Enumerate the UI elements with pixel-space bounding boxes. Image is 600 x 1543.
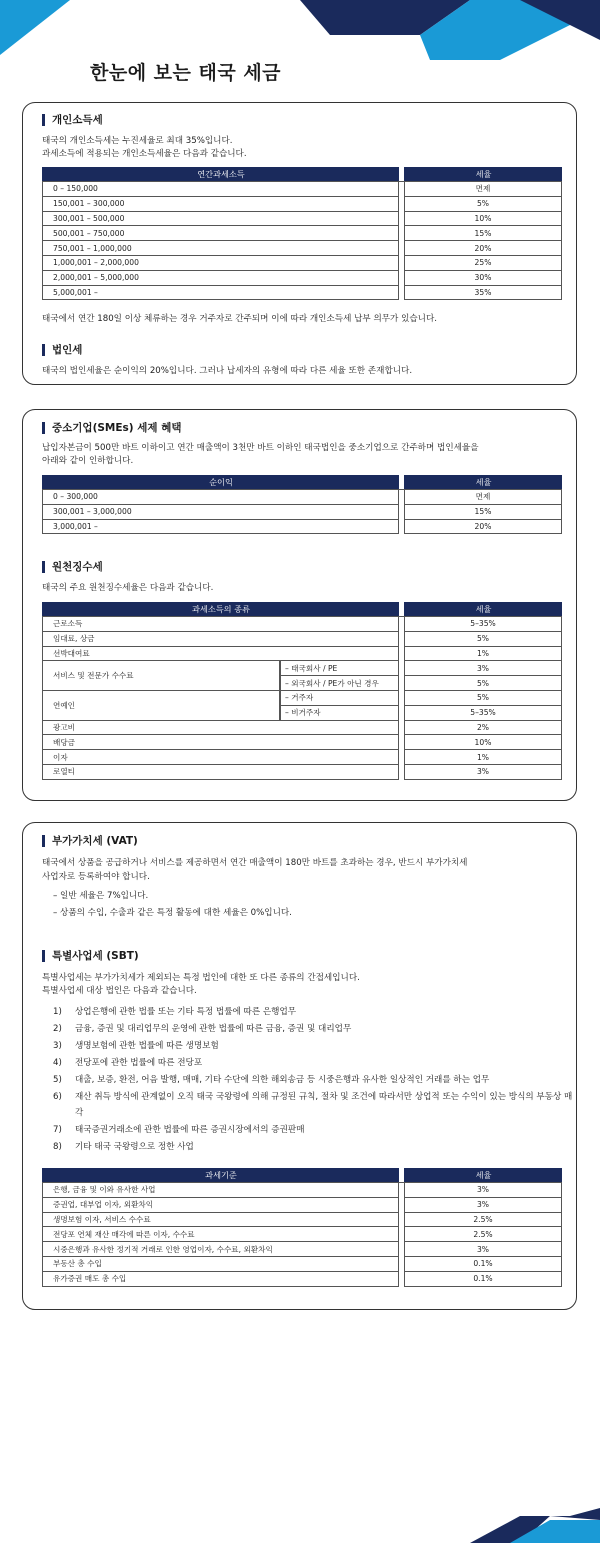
cell: 선박대여료 (42, 647, 399, 662)
table-row (42, 647, 562, 662)
page-title: 한눈에 보는 태국 세금 (90, 62, 282, 84)
cell: 1% (404, 750, 562, 765)
cell: 근로소득 (42, 616, 399, 632)
table-row (42, 735, 562, 750)
cell: 3% (404, 661, 562, 676)
cell: 3,000,001 – (42, 520, 399, 535)
sme-desc-2: 아래와 같이 인하합니다. (42, 456, 134, 466)
income-tax-desc-2: 과세소득에 적용되는 개인소득세율은 다음과 같습니다. (42, 149, 247, 159)
cell: 5% (404, 676, 562, 691)
cell: 0.1% (404, 1257, 562, 1272)
cell: 1,000,001 – 2,000,000 (42, 256, 399, 271)
vat-desc-2: 사업자로 등록하여야 합니다. (42, 872, 150, 882)
table-row (42, 1182, 562, 1198)
income-tax-table (42, 167, 562, 300)
income-tax-desc-1: 태국의 개인소득세는 누진세율로 최대 35%입니다. (42, 136, 233, 146)
cell: 이자 (42, 750, 399, 765)
sbt-item: 8) 기타 태국 국왕령으로 정한 사업 (53, 1142, 194, 1152)
cell: 5% (404, 632, 562, 647)
vat-bullet-2: – 상품의 수입, 수출과 같은 특정 활동에 대한 세율은 0%입니다. (53, 908, 292, 918)
table-row (42, 661, 562, 676)
cell: 증권업, 대부업 이자, 외환차익 (42, 1198, 399, 1213)
col-header: 연간과세소득 (42, 167, 399, 181)
withholding-table (42, 602, 562, 780)
cell: 3% (404, 1242, 562, 1257)
table-row (42, 616, 562, 632)
table-row (42, 1198, 562, 1213)
sme-withholding-box (22, 409, 577, 801)
cell: 3% (404, 765, 562, 780)
vat-heading: 부가가치세 (VAT) (42, 835, 138, 847)
cell: 10% (404, 735, 562, 750)
sbt-item: 5) 대출, 보증, 환전, 어음 발행, 매매, 기타 수단에 의한 해외송금 등 시중은행과 유사한 일상적인 거래를 하는 업무 (53, 1075, 490, 1085)
cell: 5% (404, 197, 562, 212)
sbt-item: 4) 전당포에 관한 법률에 따른 전당포 (53, 1058, 203, 1068)
table-row (42, 520, 562, 535)
col-header: 과세소득의 종류 (42, 602, 399, 616)
cell: – 거주자 (280, 691, 399, 706)
table-row (42, 1257, 562, 1272)
cell: 5% (404, 691, 562, 706)
cell: 부동산 총 수입 (42, 1257, 399, 1272)
vat-desc-1: 태국에서 상품을 공급하거나 서비스를 제공하면서 연간 매출액이 180만 바트를 초과하는 경우, 반드시 부가가치세 (42, 858, 468, 868)
table-row (42, 765, 562, 780)
col-header: 세율 (404, 167, 562, 181)
cell: 10% (404, 212, 562, 227)
cell: 2.5% (404, 1213, 562, 1228)
table-row (42, 241, 562, 256)
cell: 전당포 연체 재산 매각에 따른 이자, 수수료 (42, 1227, 399, 1242)
cell: 300,001 – 3,000,000 (42, 505, 399, 520)
cell: 0.1% (404, 1272, 562, 1287)
cell: 150,001 – 300,000 (42, 197, 399, 212)
col-header: 세율 (404, 475, 562, 489)
sbt-table (42, 1168, 562, 1287)
cell: – 비거주자 (280, 706, 399, 721)
table-row (42, 1242, 562, 1257)
sbt-desc-2: 특별사업세 대상 법인은 다음과 같습니다. (42, 986, 197, 996)
sme-desc-1: 납입자본금이 500만 바트 이하이고 연간 매출액이 3천만 바트 이하인 태국법인을 중소기업으로 간주하며 법인세율을 (42, 443, 479, 453)
cell: 2.5% (404, 1227, 562, 1242)
cell: 면제 (404, 489, 562, 505)
top-corner-decoration (0, 0, 600, 60)
table-row (42, 750, 562, 765)
sbt-item: 7) 태국증권거래소에 관한 법률에 따른 증권시장에서의 증권판매 (53, 1125, 305, 1135)
cell: – 태국회사 / PE (280, 661, 399, 676)
sme-table (42, 475, 562, 534)
cell: 300,001 – 500,000 (42, 212, 399, 227)
cell: 시중은행과 유사한 정기적 거래로 인한 영업이자, 수수료, 외환차익 (42, 1242, 399, 1257)
table-row (42, 271, 562, 286)
cell: – 외국회사 / PE가 아닌 경우 (280, 676, 399, 691)
cell: 5–35% (404, 706, 562, 721)
table-row (42, 489, 562, 505)
cell: 로열티 (42, 765, 399, 780)
cell: 3% (404, 1182, 562, 1198)
cell: 15% (404, 505, 562, 520)
table-row (42, 286, 562, 301)
cell: 2,000,001 – 5,000,000 (42, 271, 399, 286)
withholding-heading: 원천징수세 (42, 561, 103, 573)
cell: 임대료, 상금 (42, 632, 399, 647)
table-row (42, 1227, 562, 1242)
cell: 30% (404, 271, 562, 286)
col-header: 세율 (404, 602, 562, 616)
sbt-item: 3) 생명보험에 관한 법률에 따른 생명보험 (53, 1041, 219, 1051)
cell: 유가증권 매도 총 수입 (42, 1272, 399, 1287)
cell: 20% (404, 520, 562, 535)
table-row (42, 197, 562, 212)
cell: 3% (404, 1198, 562, 1213)
cell: 35% (404, 286, 562, 301)
cell: 0 – 150,000 (42, 181, 399, 197)
cell: 750,001 – 1,000,000 (42, 241, 399, 256)
corporate-tax-desc: 태국의 법인세율은 순이익의 20%입니다. 그러나 납세자의 유형에 따라 다른 세율 또한 존재합니다. (42, 366, 413, 376)
table-row (42, 721, 562, 736)
table-row (42, 632, 562, 647)
cell: 은행, 금융 및 이와 유사한 사업 (42, 1182, 399, 1198)
table-row (42, 1272, 562, 1287)
income-tax-note: 태국에서 연간 180일 이상 체류하는 경우 거주자로 간주되며 이에 따라 개인소득세 납부 의무가 있습니다. (42, 314, 438, 324)
cell: 생명보험 이자, 서비스 수수료 (42, 1213, 399, 1228)
sbt-item: 1) 상업은행에 관한 법률 또는 기타 특정 법률에 따른 은행업무 (53, 1007, 297, 1017)
cell: 배당금 (42, 735, 399, 750)
table-row (42, 256, 562, 271)
vat-sbt-box (22, 822, 577, 1310)
cell: 0 – 300,000 (42, 489, 399, 505)
table-row (42, 226, 562, 241)
sbt-heading: 특별사업세 (SBT) (42, 950, 139, 962)
vat-bullet-1: – 일반 세율은 7%입니다. (53, 891, 149, 901)
cell: 25% (404, 256, 562, 271)
table-row (42, 1213, 562, 1228)
cell: 1% (404, 647, 562, 662)
cell: 20% (404, 241, 562, 256)
col-header: 세율 (404, 1168, 562, 1182)
cell: 5–35% (404, 616, 562, 632)
table-row (42, 212, 562, 227)
table-row (42, 691, 562, 706)
col-header: 과세기준 (42, 1168, 399, 1182)
sme-heading: 중소기업(SMEs) 세제 혜택 (42, 422, 182, 434)
cell: 광고비 (42, 721, 399, 736)
table-row (42, 505, 562, 520)
income-tax-heading: 개인소득세 (42, 114, 103, 126)
cell: 면제 (404, 181, 562, 197)
cell: 서비스 및 전문가 수수료 (42, 661, 280, 691)
corporate-tax-heading: 법인세 (42, 344, 82, 356)
table-row (42, 181, 562, 197)
cell: 5,000,001 – (42, 286, 399, 301)
cell: 연예인 (42, 691, 280, 721)
cell: 500,001 – 750,000 (42, 226, 399, 241)
cell: 2% (404, 721, 562, 736)
cell: 15% (404, 226, 562, 241)
income-tax-box (22, 102, 577, 385)
sbt-item: 2) 금융, 증권 및 대리업무의 운영에 관한 법률에 따른 금융, 증권 및 대리업무 (53, 1024, 352, 1034)
sbt-desc-1: 특별사업세는 부가가치세가 제외되는 특정 법인에 대한 또 다른 종류의 간접세입니다. (42, 973, 360, 983)
col-header: 순이익 (42, 475, 399, 489)
withholding-desc: 태국의 주요 원천징수세율은 다음과 같습니다. (42, 583, 214, 593)
bottom-corner-decoration (440, 1508, 600, 1543)
sbt-item: 6) 재산 취득 방식에 관계없이 오직 태국 국왕령에 의해 규정된 규칙, 절차 및 조건에 따라서만 상업적 또는 수익이 있는 방식의 부동상 매각 (53, 1092, 573, 1118)
